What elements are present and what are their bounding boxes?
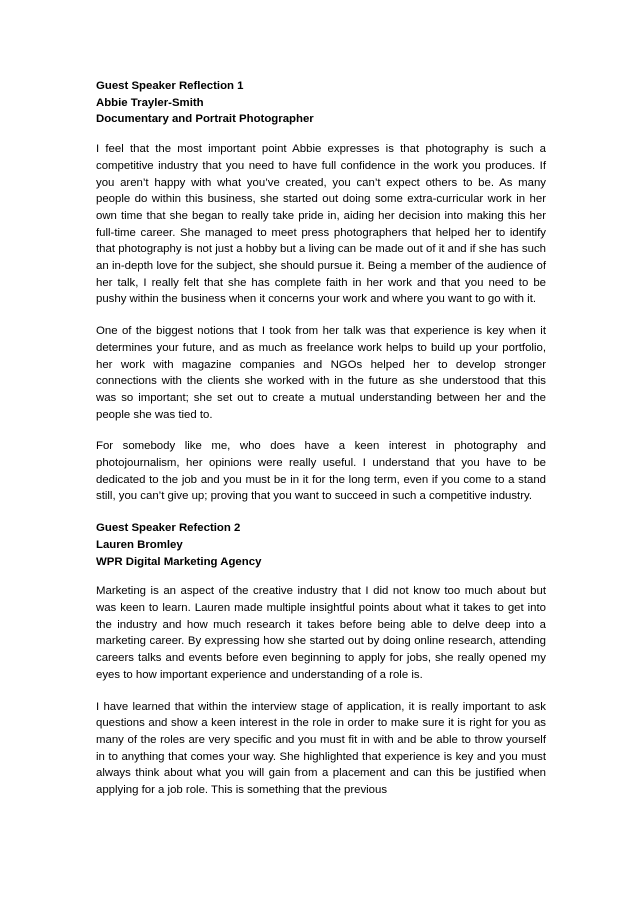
spacer — [96, 570, 546, 583]
section-1-speaker: Abbie Trayler-Smith — [96, 96, 204, 109]
section-1-role: Documentary and Portrait Photographer — [96, 113, 314, 126]
spacer — [96, 128, 546, 141]
section-1-title: Guest Speaker Reflection 1 — [96, 80, 244, 92]
section-2-speaker: Lauren Bromley — [96, 538, 183, 551]
section-1 — [96, 78, 546, 505]
section-2-paragraph-1: Marketing is an aspect of the creative industry that I did not know too much about but was keen to learn. Lauren made multiple insightful points about what it takes to get into the industry and how much research it takes before being able to delve deep into a marketing career. By expressing how she started out by doing online research, attending careers talks and events before even beginning to apply for jobs, she really opened my eyes to how important experience and understanding of a role is. — [96, 585, 546, 681]
section-2-role: WPR Digital Marketing Agency — [96, 555, 262, 568]
document-page — [96, 78, 546, 814]
section-1-paragraph-1: I feel that the most important point Abbie expresses is that photography is such a competitive industry that you need to have full confidence in the work you produces. If you aren’t happy with what you’ve created, you can’t expect others to be. As many people do within this business, she started out doing some extra-curricular work in her own time that she began to really take pride in, aiding her decision into making this her full-time career. She managed to meet press photographers that helped her to identify that photography is not just a hobby but a living can be made out of it and if she has such an in-depth love for the subject, she should pursue it. Being a member of the audience of her talk, I really felt that she has complete faith in her work and that you need to be pushy within the business when it concerns your work and where you want to go with it. — [96, 143, 546, 306]
section-1-paragraph-2: One of the biggest notions that I took from her talk was that experience is key when it determines your future, and as much as freelance work helps to build up your portfolio, her work with magazine companies and NGOs helped her to develop stronger connections with the clients she worked with in the future as she understood that this was so important; she set out to create a mutual understanding between her and the people she was tied to. — [96, 325, 546, 421]
section-2-title: Guest Speaker Refection 2 — [96, 522, 241, 535]
section-2 — [96, 520, 546, 799]
section-1-paragraph-3: For somebody like me, who does have a keen interest in photography and photojournalism, her opinions were really useful. I understand that you have to be dedicated to the job and you must be in it for the long term, even if you come to a stand still, you can’t give up; proving that you want to succeed in such a competitive industry. — [96, 440, 546, 503]
section-2-paragraph-2: I have learned that within the interview stage of application, it is really important to ask questions and show a keen interest in the role in order to make sure it is right for you as many of the roles are very specific and you must fit in with and be able to throw yourself in to anything that comes your way. She highlighted that experience is key and you must always think about what you will gain from a placement and can this be justified when applying for a job role. This is something that the previous — [96, 700, 546, 797]
